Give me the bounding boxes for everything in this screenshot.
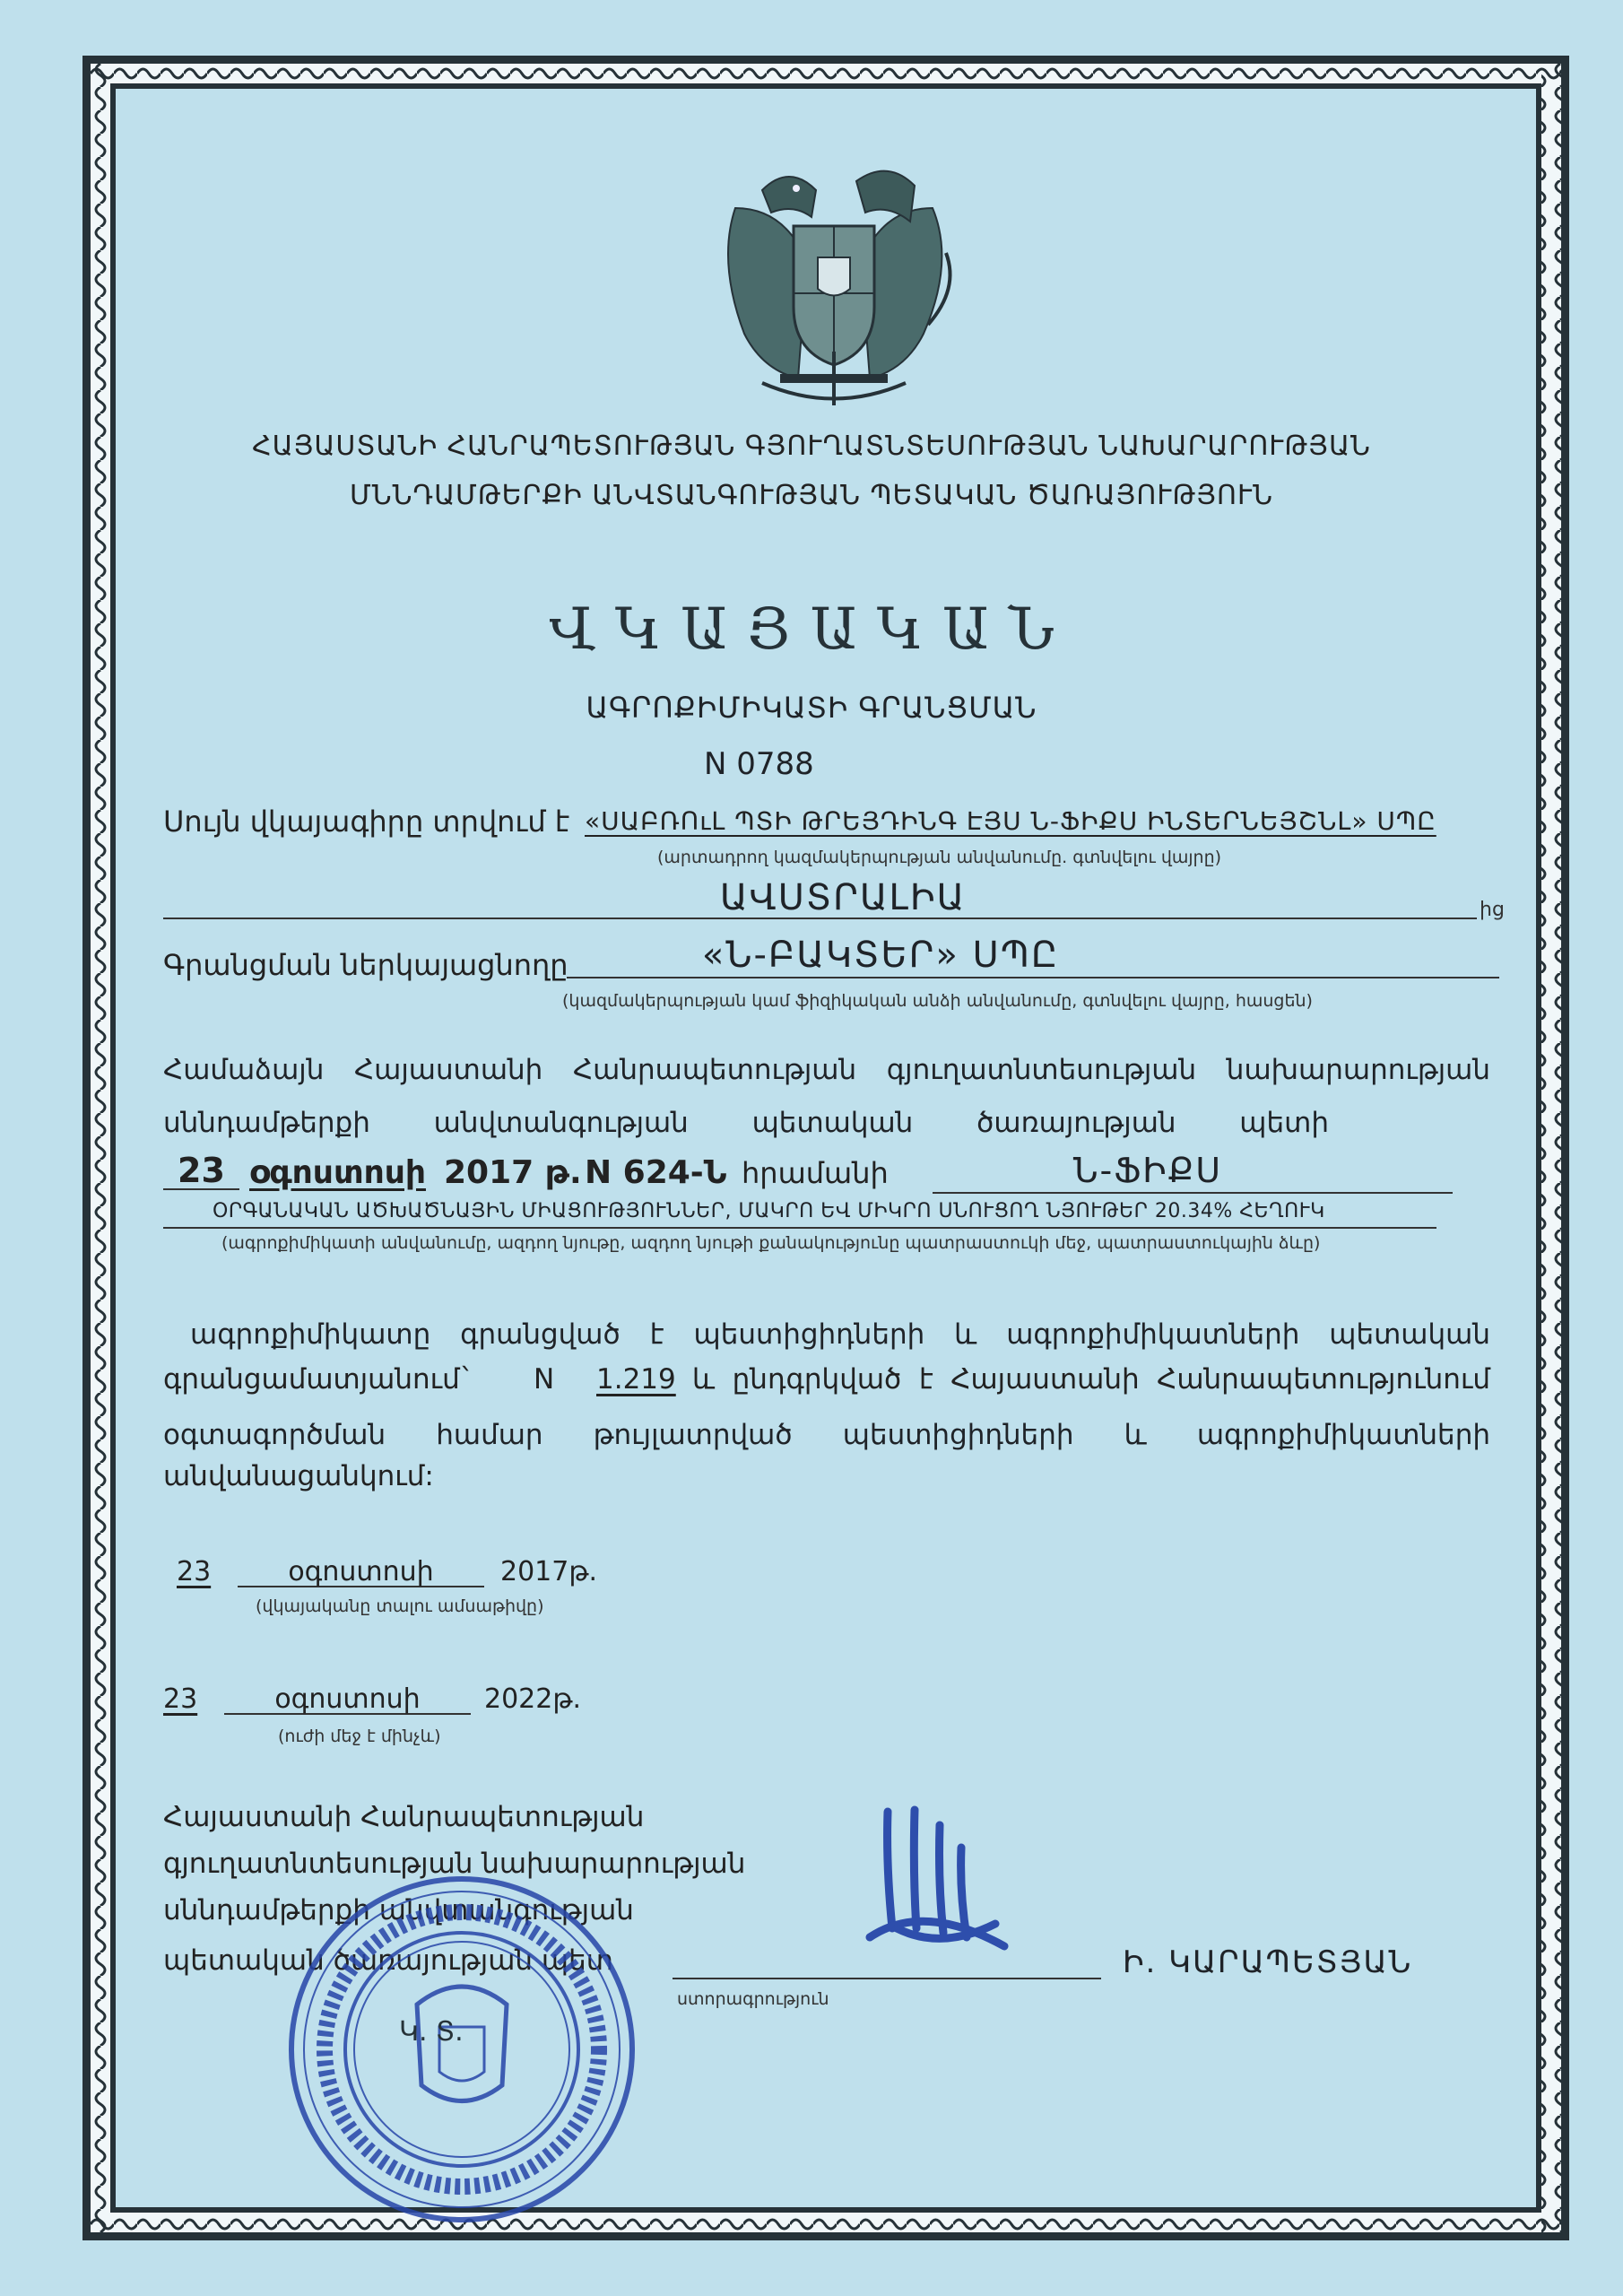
certificate-subtitle: ԱԳՐՈՔԻՄԻԿԱՏԻ ԳՐԱՆՑՄԱՆ bbox=[586, 691, 1037, 725]
order-month: օգոստոսի bbox=[249, 1154, 426, 1191]
valid-note: (ուժի մեջ է մինչև) bbox=[278, 1726, 441, 1746]
issued-to-label: Սույն վկայագիրը տրվում է bbox=[163, 804, 570, 839]
basis-line2: սննդամթերքի անվտանգության պետական ծառայության պետի bbox=[163, 1107, 1329, 1139]
registration-line1: ագրոքիմիկատը գրանցված է պեստիցիդների և ագրոքիմիկատների պետական bbox=[190, 1318, 1490, 1351]
issue-note: (վկայականը տալու ամսաթիվը) bbox=[256, 1596, 544, 1616]
manufacturer-name: «ՍԱԲՌՈւԼ ՊՏԻ ԹՐԵՅԴԻՆԳ ԷՅՍ Ն-ՖԻՔՍ ԻՆՏԵՐՆԵՅՇՆԼ» ՍՊԸ bbox=[585, 806, 1436, 836]
signer-title-line4: պետական ծառայության պետ bbox=[163, 1944, 613, 1977]
country-suffix: ից bbox=[1480, 899, 1505, 921]
signer-name: Ի. ԿԱՐԱՊԵՏՅԱՆ bbox=[1123, 1944, 1413, 1980]
registration-line2-end: և ընդգրկված է Հայաստանի Հանրապետությունում bbox=[692, 1363, 1490, 1396]
representative-name: «Ն-ԲԱԿՏԵՐ» ՍՊԸ bbox=[701, 935, 1060, 976]
registration-line2-start: գրանցամատյանում` bbox=[163, 1363, 474, 1396]
order-day: 23 bbox=[178, 1151, 225, 1190]
order-year: 2017 թ. bbox=[444, 1154, 582, 1191]
order-day-line bbox=[163, 1188, 239, 1190]
valid-day: 23 bbox=[163, 1683, 198, 1715]
ministry-name-line1: ՀԱՅԱՍՏԱՆԻ ՀԱՆՐԱՊԵՏՈՒԹՅԱՆ ԳՅՈՒՂԱՏՆՏԵՍՈՒԹՅԱՆ ՆԱԽԱՐԱՐՈՒԹՅԱՆ bbox=[252, 430, 1371, 462]
basis-line1: Համաձայն Հայաստանի Հանրապետության գյուղատնտեսության նախարարության bbox=[163, 1054, 1490, 1086]
order-word: հրամանի bbox=[742, 1156, 889, 1190]
signer-title-line3: սննդամթերքի անվտանգության bbox=[163, 1894, 634, 1926]
certificate-title: ՎԿԱՅԱԿԱՆ bbox=[549, 596, 1074, 663]
handwritten-signature-icon bbox=[861, 1794, 1022, 1973]
order-number: N 624-Ն bbox=[585, 1154, 727, 1191]
ministry-name-line2: ՄՆՆԴԱՄԹԵՐՔԻ ԱՆՎՏԱՆԳՈՒԹՅԱՆ ՊԵՏԱԿԱՆ ԾԱՌԱՅՈՒԹՅՈՒՆ bbox=[349, 480, 1274, 511]
issue-year: 2017թ. bbox=[500, 1556, 598, 1587]
valid-month: օգոստոսի bbox=[274, 1683, 421, 1715]
manufacturer-note: (արտադրող կազմակերպության անվանումը. գտնվելու վայրը) bbox=[657, 848, 1222, 867]
certificate-number: N 0788 bbox=[704, 746, 814, 782]
signer-title-line1: Հայաստանի Հանրապետության bbox=[163, 1801, 645, 1833]
registration-number-prefix: N bbox=[534, 1363, 555, 1396]
product-name-line bbox=[933, 1192, 1453, 1194]
signer-title-line2: գյուղատնտեսության նախարարության bbox=[163, 1848, 746, 1880]
valid-year: 2022թ. bbox=[484, 1683, 582, 1715]
product-composition-line bbox=[163, 1227, 1436, 1229]
representative-label: Գրանցման ներկայացնողը bbox=[163, 948, 568, 982]
seal-mark: Կ. Տ. bbox=[399, 2016, 464, 2048]
manufacturer-country: ԱՎՍՏՐԱԼԻԱ bbox=[719, 877, 967, 918]
registration-line4: անվանացանկում: bbox=[163, 1460, 434, 1492]
official-round-seal-icon bbox=[282, 1870, 641, 2229]
representative-line bbox=[567, 977, 1499, 978]
product-note: (ագրոքիմիկատի անվանումը, ազդող նյութը, ազդող նյութի քանակությունը պատրաստուկի մեջ, պատրաստուկային ձևը) bbox=[221, 1233, 1321, 1253]
product-name: Ն-ՖԻՔՍ bbox=[1072, 1151, 1223, 1190]
registration-line3: օգտագործման համար թույլատրված պեստիցիդների և ագրոքիմիկատների bbox=[163, 1419, 1490, 1451]
signature-note: ստորագրություն bbox=[677, 1989, 829, 2009]
issue-day: 23 bbox=[177, 1556, 212, 1587]
product-composition: ՕՐԳԱՆԱԿԱՆ ԱԾԽԱԾՆԱՅԻՆ ՄԻԱՑՈՒԹՅՈՒՆՆԵՐ, ՄԱԿՐՈ ԵՎ ՄԻԿՐՈ ՍՆՈՒՑՈՂ ՆՅՈՒԹԵՐ 20.34% ՀԵՂՈՒԿ bbox=[213, 1200, 1325, 1222]
armenia-coat-of-arms-icon bbox=[699, 154, 968, 410]
representative-note: (կազմակերպության կամ ֆիզիկական անձի անվանումը, գտնվելու վայրը, հասցեն) bbox=[562, 991, 1313, 1011]
registration-number: 1.219 bbox=[596, 1363, 676, 1396]
signature-line bbox=[673, 1978, 1101, 1979]
issue-month: օգոստոսի bbox=[288, 1556, 434, 1587]
